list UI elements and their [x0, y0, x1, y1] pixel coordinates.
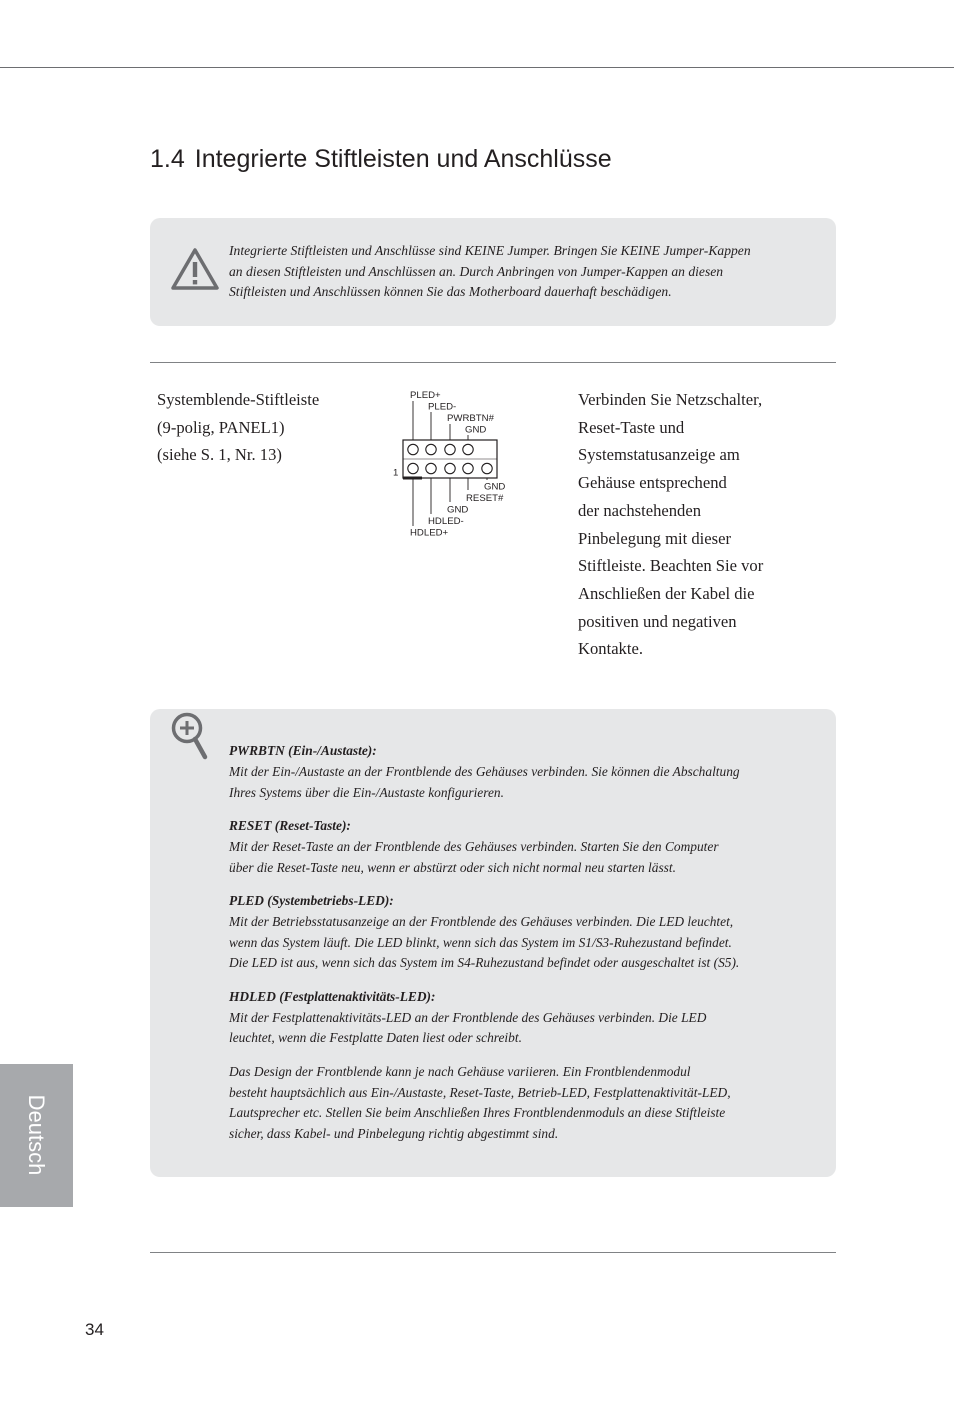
note-line: leuchtet, wenn die Festplatte Daten liest oder schreibt.: [229, 1030, 522, 1046]
pin-label-pled-plus: PLED+: [410, 390, 441, 401]
description-line: Verbinden Sie Netzschalter,: [578, 390, 763, 409]
note-line: Mit der Reset-Taste an der Frontblende des Gehäuses verbinden. Starten Sie den Computer: [229, 838, 719, 854]
note-line: sicher, dass Kabel- und Pinbelegung richtig abgestimmt sind.: [229, 1126, 559, 1142]
section-number: 1.4: [150, 145, 185, 173]
pin: [426, 463, 436, 473]
pin-label-gnd-right: GND: [484, 481, 506, 493]
page-number: 34: [85, 1320, 104, 1339]
description-line: Stiftleiste. Beachten Sie vor: [578, 556, 764, 576]
pin-label-hdled-plus: HDLED+: [410, 527, 449, 539]
bottom-rule: [150, 1252, 836, 1253]
pin: [445, 444, 455, 454]
pin: [482, 463, 492, 473]
warning-line: Integrierte Stiftleisten und Anschlüsse sind KEINE Jumper. Bringen Sie KEINE Jumper-Kappen: [229, 243, 751, 258]
note-line: über die Reset-Taste neu, wenn er abstürzt oder sich nicht normal neu starten lässt.: [229, 859, 676, 875]
note-heading: HDLED (Festplattenaktivitäts-LED):: [229, 988, 436, 1004]
pin: [408, 463, 418, 473]
note-reset: [229, 816, 789, 878]
notes-content: [229, 741, 789, 1158]
description-line: Anschließen der Kabel die: [578, 583, 755, 603]
pin-label-pled-minus: PLED-: [428, 401, 457, 413]
description-line: Reset-Taste und: [578, 417, 685, 437]
note-line: besteht hauptsächlich aus Ein-/Austaste, Reset-Taste, Betrieb-LED, Festplattenaktivität-LED,: [229, 1084, 731, 1100]
header-name: [157, 386, 377, 469]
note-line: Mit der Betriebsstatusanzeige an der Frontblende des Gehäuses verbinden. Die LED leuchtet,: [229, 913, 734, 929]
section-title-text: Integrierte Stiftleisten und Anschlüsse: [194, 145, 612, 173]
description-line: Gehäuse entsprechend: [578, 473, 727, 493]
pin-label-pwrbtn: PWRBTN#: [447, 413, 494, 424]
header-name-line: (siehe S. 1, Nr. 13): [157, 445, 282, 465]
note-line: Ihres Systems über die Ein-/Austaste konfigurieren.: [229, 784, 504, 800]
note-pwrbtn: [229, 741, 789, 803]
description-line: Kontakte.: [578, 639, 643, 659]
separator-rule: [150, 362, 836, 363]
description-line: Systemstatusanzeige am: [578, 445, 740, 465]
warning-triangle-icon: [170, 247, 220, 291]
note-line: Mit der Ein-/Austaste an der Frontblende des Gehäuses verbinden. Sie können die Abschaltung: [229, 763, 740, 779]
note-line: Das Design der Frontblende kann je nach Gehäuse variieren. Ein Frontblendenmodul: [229, 1063, 691, 1079]
warning-line: an diesen Stiftleisten und Anschlüssen an. Durch Anbringen von Jumper-Kappen an diesen: [229, 263, 724, 279]
section-title: [150, 145, 612, 174]
note-line: Die LED ist aus, wenn sich das System im S4-Ruhezustand befindet oder ausgeschaltet ist (S5).: [229, 955, 740, 971]
header-name-line: Systemblende-Stiftleiste: [157, 390, 320, 409]
header-name-line: (9-polig, PANEL1): [157, 417, 285, 437]
magnifier-plus-icon: [170, 711, 210, 761]
pin-label-reset: RESET#: [466, 493, 504, 504]
header-description: [578, 386, 808, 663]
pin-label-gnd-bottom: GND: [447, 504, 469, 516]
top-rule: [0, 67, 954, 68]
note-line: Lautsprecher etc. Stellen Sie beim Anschließen Ihres Frontblendenmoduls an diese Stiftleiste: [229, 1105, 726, 1121]
description-line: Pinbelegung mit dieser: [578, 528, 732, 548]
description-line: der nachstehenden: [578, 500, 702, 520]
pin-label-hdled-minus: HDLED-: [428, 516, 464, 527]
note-hdled: [229, 987, 789, 1049]
note-line: Mit der Festplattenaktivitäts-LED an der Frontblende des Gehäuses verbinden. Die LED: [229, 1009, 707, 1025]
language-tab: [0, 1064, 73, 1207]
pin-label-gnd-top: GND: [465, 424, 487, 436]
language-tab-label: Deutsch: [24, 1094, 49, 1176]
pin: [463, 463, 473, 473]
note-line: wenn das System läuft. Die LED blinkt, wenn sich das System im S1/S3-Ruhezustand befindet.: [229, 934, 732, 950]
note-pled: [229, 891, 789, 974]
note-design: [229, 1062, 789, 1145]
description-line: positiven und negativen: [578, 611, 737, 631]
warning-line: Stiftleisten und Anschlüssen können Sie das Motherboard dauerhaft beschädigen.: [229, 284, 672, 300]
warning-text: [229, 241, 799, 303]
pin: [445, 463, 455, 473]
note-heading: PLED (Systembetriebs-LED):: [229, 892, 394, 908]
note-heading: PWRBTN (Ein-/Austaste):: [229, 743, 377, 758]
panel1-pin-diagram: [385, 386, 525, 546]
note-heading: RESET (Reset-Taste):: [229, 817, 351, 833]
pin: [408, 444, 418, 454]
pin: [426, 444, 436, 454]
pin: [463, 444, 473, 454]
pin-label-pin1: 1: [393, 467, 399, 479]
